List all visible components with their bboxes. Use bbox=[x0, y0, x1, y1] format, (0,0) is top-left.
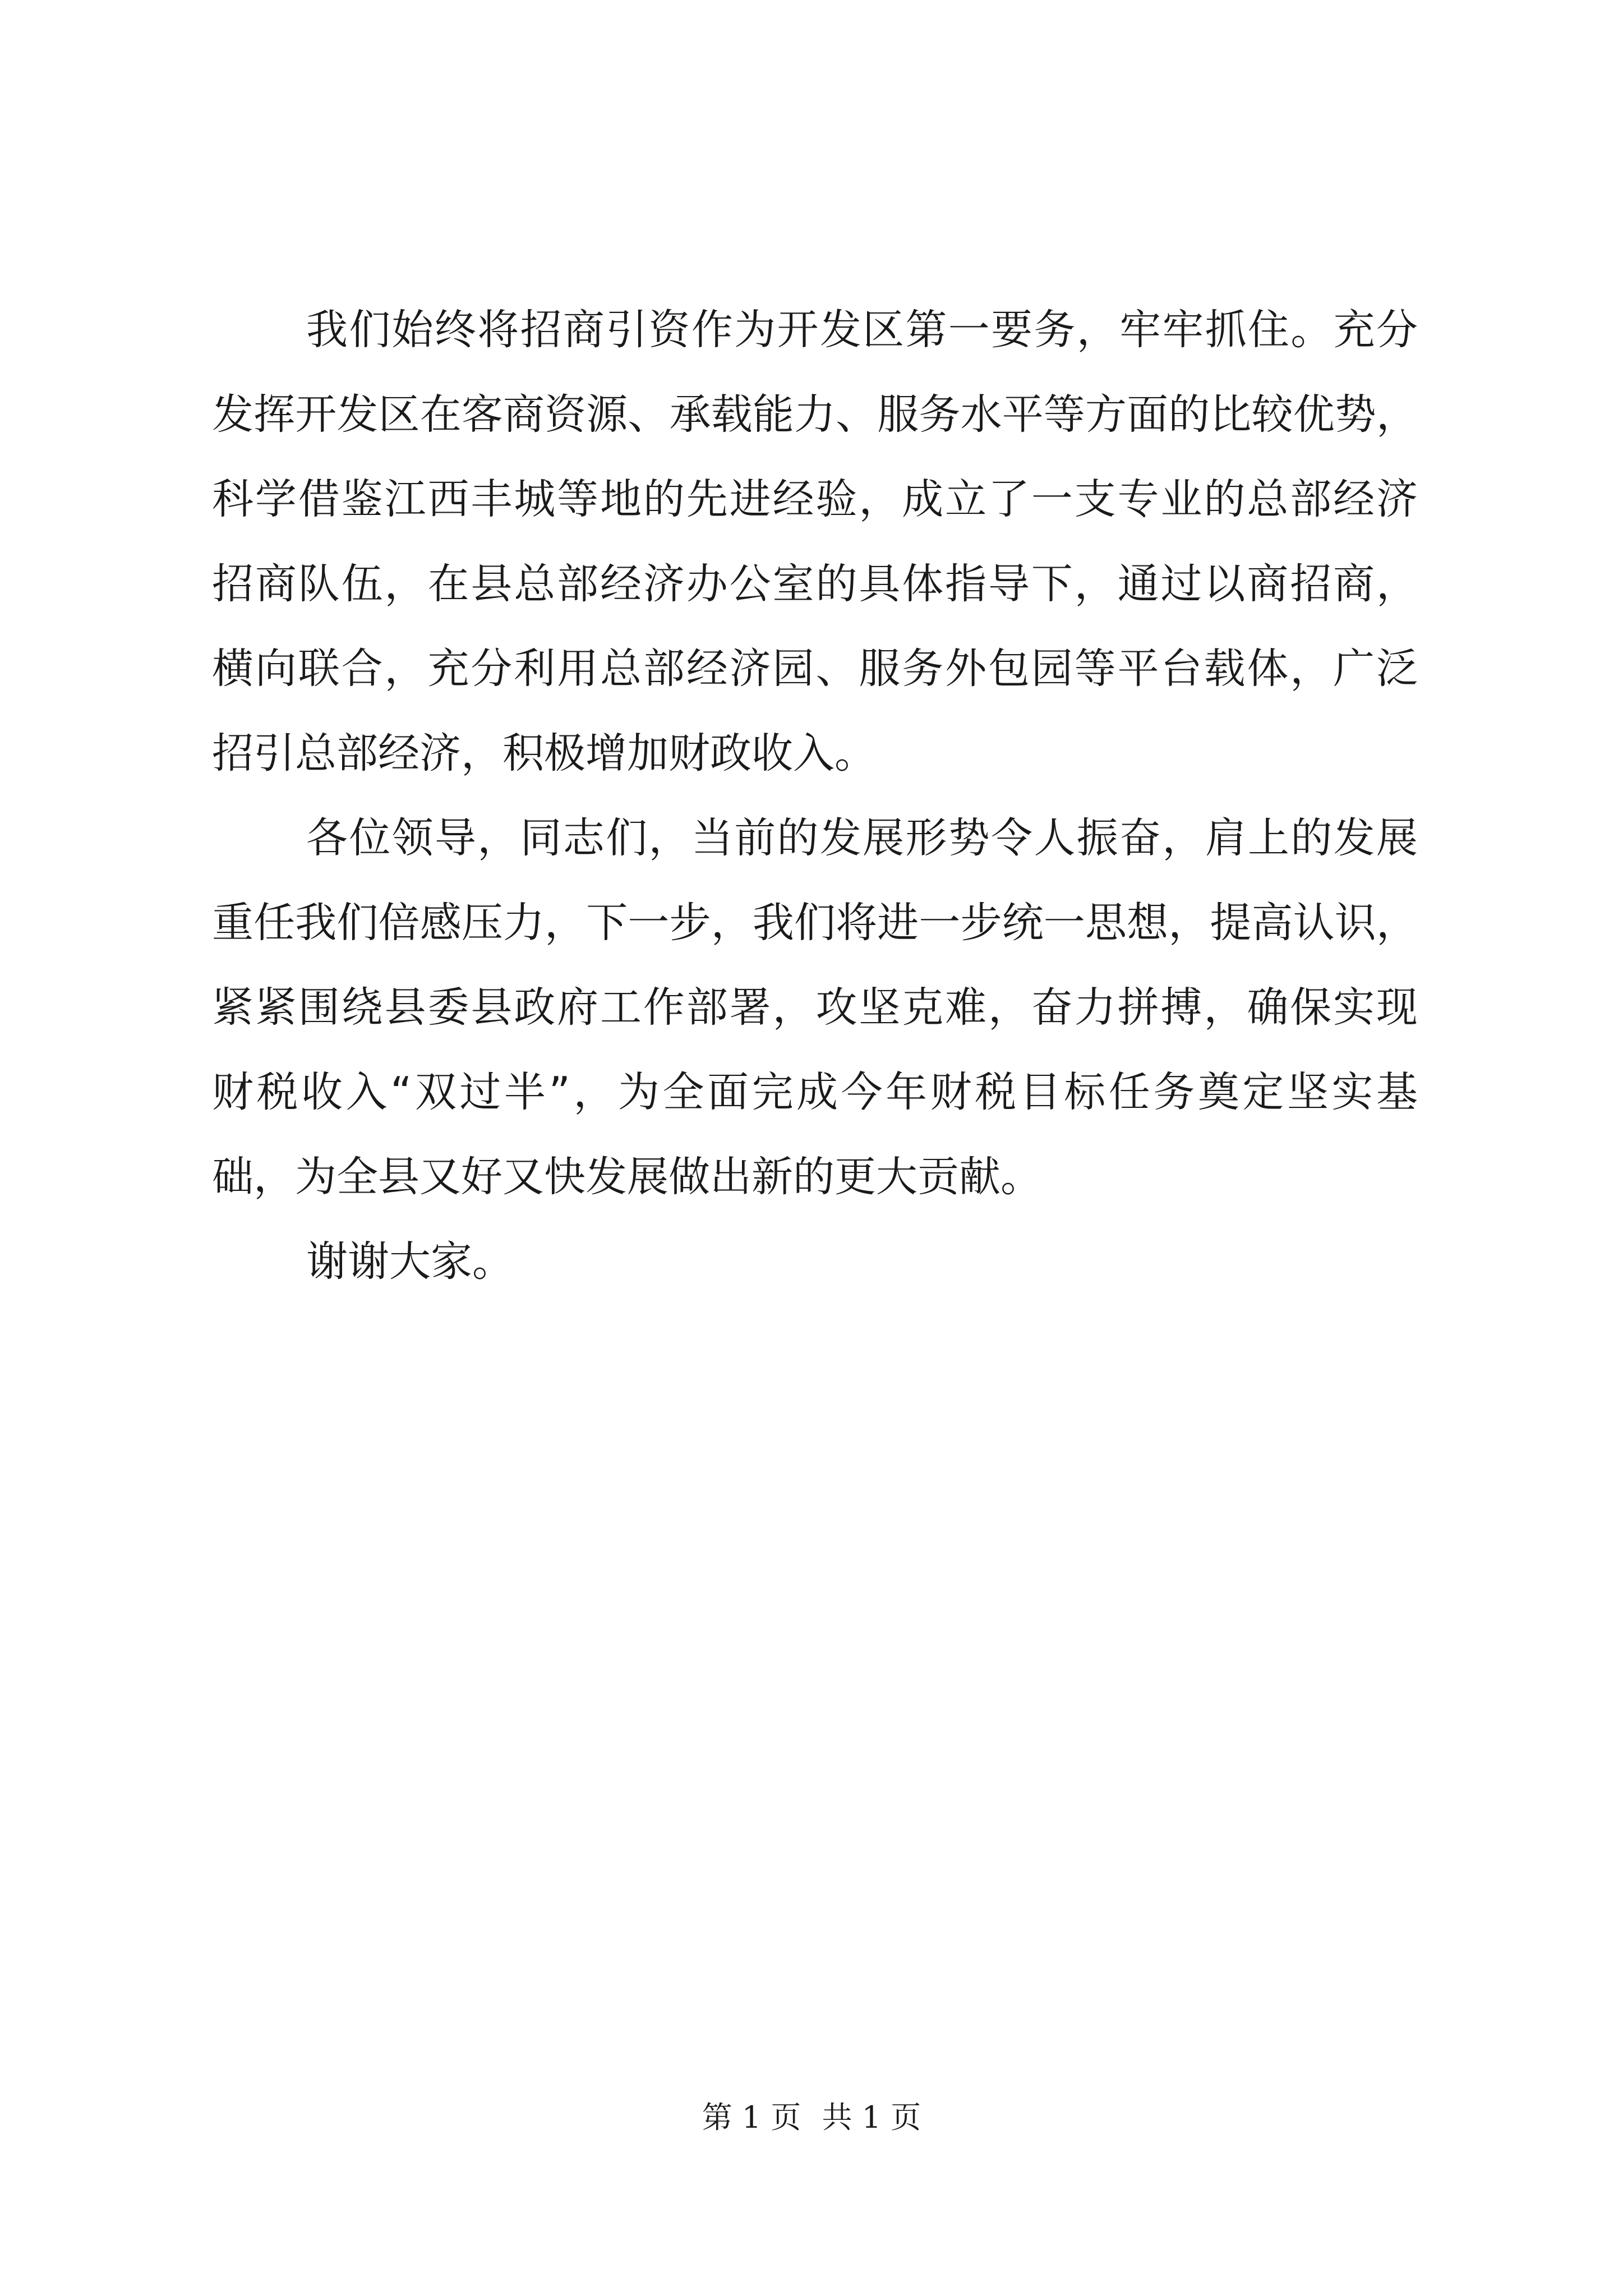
text-line: 招商队伍，在县总部经济办公室的具体指导下，通过以商招商， bbox=[212, 560, 1418, 608]
text-line: 础，为全县又好又快发展做出新的更大贡献。 bbox=[212, 1153, 1042, 1201]
text-line: 科学借鉴江西丰城等地的先进经验，成立了一支专业的总部经济 bbox=[212, 475, 1418, 523]
text-line: 招引总部经济，积极增加财政收入。 bbox=[212, 729, 876, 777]
document-body bbox=[212, 288, 1418, 1304]
text-line: 重任我们倍感压力，下一步，我们将进一步统一思想，提高认识， bbox=[212, 899, 1418, 947]
text-line: 横向联合，充分利用总部经济园、服务外包园等平台载体，广泛 bbox=[212, 645, 1418, 693]
page-number: 第 1 页 bbox=[702, 2100, 801, 2135]
page-total: 共 1 页 bbox=[822, 2100, 921, 2135]
text-line: 财税收入“双过半”，为全面完成今年财税目标任务奠定坚实基 bbox=[212, 1068, 1418, 1116]
paragraph-investment bbox=[212, 288, 1418, 796]
paragraph-closing bbox=[212, 1220, 1418, 1304]
text-line: 发挥开发区在客商资源、承载能力、服务水平等方面的比较优势， bbox=[212, 390, 1418, 439]
text-line: 紧紧围绕县委县政府工作部署，攻坚克难，奋力拼搏，确保实现 bbox=[212, 983, 1418, 1032]
text-line: 谢谢大家。 bbox=[306, 1237, 514, 1286]
text-line: 各位领导，同志们，当前的发展形势令人振奋，肩上的发展 bbox=[306, 814, 1418, 862]
paragraph-next-steps bbox=[212, 796, 1418, 1220]
page-footer bbox=[0, 2098, 1623, 2137]
text-line: 我们始终将招商引资作为开发区第一要务，牢牢抓住。充分 bbox=[306, 306, 1418, 354]
